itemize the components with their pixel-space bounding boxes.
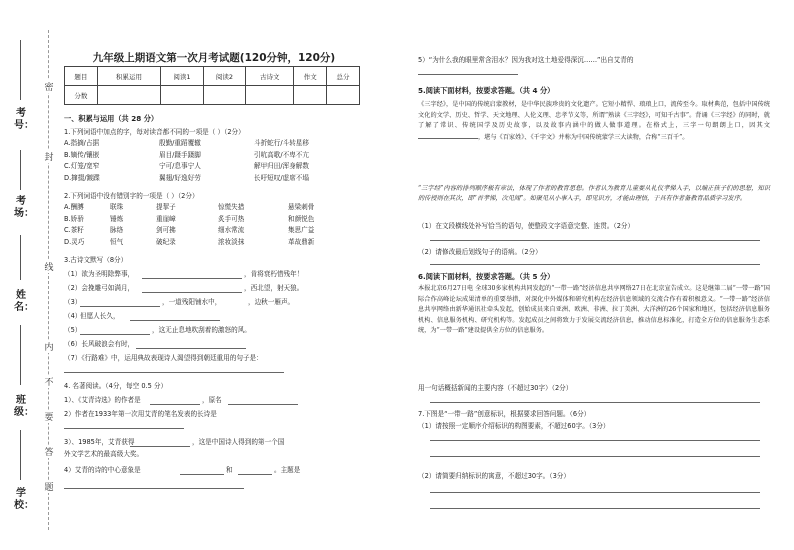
score-header-cell: 题目: [65, 67, 98, 86]
book-q3-tail: ，这是中国诗人得到的第一个国: [192, 438, 285, 446]
answer-blank[interactable]: [142, 278, 242, 279]
book-q4: 4）艾青的诗的中心意象是: [64, 466, 141, 474]
option: 解甲归田/浑身解数: [254, 162, 309, 170]
answer-blank[interactable]: [136, 348, 246, 349]
option: 恒气: [110, 237, 124, 246]
option: 联珠: [110, 203, 124, 211]
seal-char: 不: [44, 375, 54, 388]
option: 悬梁刺骨: [288, 203, 315, 211]
score-table: [64, 66, 360, 105]
answer-line[interactable]: [430, 492, 760, 493]
question-5-2: （2）请修改最后划线句子的语病。（2分）: [418, 248, 542, 256]
question-6: 用一句话概括新闻的主要内容（不超过30字）（2分）: [418, 384, 573, 392]
answer-blank[interactable]: [150, 404, 200, 405]
option: 引吭高歌/不卑不亢: [254, 150, 309, 159]
option: 锤炼: [110, 214, 124, 223]
question-4: 4. 名著阅读。（4分，每空 0.5 分）: [64, 382, 168, 390]
option: 细水常流: [218, 226, 245, 234]
score-input-cell[interactable]: [97, 86, 160, 105]
blank-rule: [20, 40, 22, 100]
answer-blank[interactable]: [238, 474, 272, 475]
answer-blank[interactable]: [418, 132, 478, 139]
question-6-heading: 6.阅读下面材料，按要求答题。（共 5 分）: [418, 272, 555, 281]
score-header-cell: 古诗文: [246, 67, 294, 86]
name-label: 姓名：: [14, 290, 34, 313]
book-q3-cont: 外文学艺术的最高级大奖。: [64, 450, 144, 458]
poem-line-4-tail: 但愿人长久，: [80, 312, 120, 320]
score-input-cell[interactable]: [203, 86, 246, 105]
exam-room-label: 考场：: [14, 196, 34, 219]
score-header-cell: 阅读1: [161, 67, 204, 86]
poem-line-7: （7）《行路难》中，运用典故表现诗人渴望得到朝廷重用的句子是：: [64, 354, 263, 362]
answer-blank[interactable]: [64, 488, 244, 489]
book-q1: 1）、《艾青诗选》的作者是: [64, 396, 141, 404]
poem-line-1: （1）欲为圣明除弊事，: [64, 270, 135, 278]
option: C.茶籽: [64, 226, 84, 234]
question-2-options: [64, 202, 354, 248]
question-1-options: [64, 138, 354, 184]
option: 提挈子: [156, 203, 176, 211]
answer-line[interactable]: [430, 402, 760, 403]
option: 重崖嶂: [156, 214, 176, 223]
option: A.酬膊: [64, 203, 84, 211]
option: 和颜悦色: [288, 214, 315, 223]
score-row-label: 分数: [65, 86, 98, 105]
exam-title: 九年级上期语文第一次月考试题(120分钟，120分): [92, 52, 336, 64]
question-1: 1.下列词语中加点的字，每对读音都不同的一项是（ ）（2分）: [64, 128, 245, 136]
seal-char: 答: [44, 445, 54, 458]
class-label: 班级：: [14, 395, 34, 418]
poem-line-3-end: ，边秋一雁声。: [248, 298, 295, 306]
option: 炙手可热: [218, 214, 245, 223]
answer-blank[interactable]: [64, 372, 284, 373]
book-q4-mid: 和: [226, 466, 233, 474]
score-header-cell: 积累运用: [97, 67, 160, 86]
option: 长吁短叹/虚席不塌: [254, 173, 309, 182]
seal-char: 内: [44, 340, 54, 353]
question-3: 3.古诗文默写（8分）: [64, 256, 128, 264]
question-5-1: （1）在文段横线处补写恰当的语句，使整段文字语意完整、连贯。（2分）: [418, 222, 635, 230]
option: D.撺掇/踱蹀: [64, 173, 100, 182]
option: 破纪录: [156, 237, 176, 246]
poem-line-3-mid: ，一道残阳铺水中，: [162, 298, 222, 306]
seal-char: 要: [44, 410, 54, 423]
question-7-1: （1）请按照一定顺序介绍标识的构图要素，不超过60字。（3分）: [418, 422, 610, 430]
book-q4-end: 。主题是: [274, 466, 301, 474]
option: 革故鼎新: [288, 237, 315, 246]
seal-char: 题: [44, 480, 54, 493]
poem-line-1-tail: ，肯将衰朽惜残年！: [244, 270, 304, 278]
passage-5: [418, 100, 770, 143]
book-q2: 2）作者在1933年第一次用艾青的笔名发表的长诗是: [64, 410, 217, 418]
question-2: 2.下列词语中没有错别字的一项是（ ）（2分）: [64, 192, 199, 200]
score-input-cell[interactable]: [161, 86, 204, 105]
answer-blank[interactable]: [142, 292, 242, 293]
seal-char: 密: [44, 80, 54, 93]
answer-blank[interactable]: [80, 334, 150, 335]
option: 殷勤/重蹈覆辙: [159, 139, 201, 147]
binding-strip: [0, 0, 56, 550]
score-header-row: [65, 67, 360, 86]
poem-line-3: （3）: [64, 298, 82, 306]
answer-blank[interactable]: [418, 74, 518, 75]
seal-char: 封: [44, 150, 54, 163]
score-header-cell: 作文: [294, 67, 327, 86]
book-q3: 3）、1985年，艾青获得: [64, 438, 135, 446]
answer-line[interactable]: [430, 440, 760, 441]
option: D.灵巧: [64, 237, 85, 246]
book-q5: 5）“为什么我的眼里常含泪水？因为我对这土地爱得深沉……”出自艾青的: [418, 56, 634, 64]
option: 剑可拂: [156, 226, 176, 234]
option: C.灯笼/宽窄: [64, 162, 100, 170]
answer-line[interactable]: [430, 456, 760, 457]
score-input-cell[interactable]: [327, 86, 360, 105]
blank-rule: [20, 430, 22, 480]
question-7-heading: 7.下图是“一带一路”创意标识，根据要求回答问题。（6分）: [418, 410, 591, 418]
passage-5-tail: ，堪与《百家姓》、《千字文》并称为中国传统蒙学三大读物，合称“三百千”。: [478, 133, 689, 141]
answer-line[interactable]: [430, 240, 760, 241]
option: 翼翅/好逸好劳: [159, 173, 201, 182]
answer-line[interactable]: [430, 264, 760, 265]
question-5-heading: 5.阅读下面材料，按要求答题。（共 4 分）: [418, 86, 555, 95]
exam-number-label: 考号：: [14, 108, 34, 131]
option: 集思广益: [288, 226, 315, 234]
poem-line-5: （5）: [64, 326, 82, 334]
score-value-row: [65, 86, 360, 105]
answer-blank[interactable]: [130, 446, 190, 447]
poem-line-4: （4）: [64, 312, 82, 320]
blank-rule: [20, 235, 22, 280]
option: B.嫡传/镶嵌: [64, 150, 100, 159]
answer-blank[interactable]: [130, 320, 220, 321]
poem-line-2: （2）会挽雕弓如满月，: [64, 284, 135, 292]
option: 斗折蛇行/斗转星移: [254, 139, 309, 147]
section-1-heading: 一、积累与运用（共 28 分）: [64, 114, 159, 123]
poem-line-5-tail: ，这无止息地吹刮着的激怒的风。: [152, 326, 251, 334]
answer-blank[interactable]: [180, 474, 224, 475]
passage-5-underlined: “三字经”内容的排列顺序极有章法，体现了作者的教育思想。作者认为教育儿童要从礼仪孝悌入手，以端正孩子们的思想，知识的传授则在其次，即“首孝悌，次见闻”。如聚见从小事入手，即见识方，才能由理悟，于具有作者备教育品质学习发序。: [418, 185, 770, 202]
blank-rule: [20, 150, 22, 190]
book-q1-tail: ，原名: [202, 396, 222, 404]
school-label: 学校：: [14, 488, 34, 511]
question-7-2: （2）请简要归纳标识的寓意，不超过30字。（3分）: [418, 472, 570, 480]
passage-5-text: 《三字经》，是中国的传统启蒙教材，是中华民族珍贵的文化遗产。它短小精悍、琅琅上口，流传至今。取材典范，包括中国传统文化的文学、历史、哲学、天文地理、人伦义理、忠孝节义等，所谓“熟读《三字经》，可知千古事”。背诵《三字经》的同时，就了解了常识、传统国学及历史故事，以及故事内涵中的做人做事道理。在格式上，三字一句朗朗上口，因其文: [418, 101, 770, 130]
poem-line-2-tail: ，西北望，射天狼。: [244, 284, 304, 292]
passage-6: 本报北京6月27日电 全球30多家机构共同发起的“一带一路”经济信息共享网络27日在北京宣告成立。这是继第二届“一带一路”国际合作高峰论坛成果清单的重要举措，对深化中外媒体和研究机构在经济信息领域的交流合作有着积极意义。“一带一路”经济信息共享网络由新华通讯社牵头发起，创始成员来自亚洲、欧洲、非洲、拉丁美洲、大洋洲的26个国家和地区，包括经济信息服务机构、信息服务机构、研究机构等。发起成员之间将致力于发展交流经济信息，推动信息标准化，打造全方位的信息服务生态系统，为“一带一路”建设提供全方位的信息服务。: [418, 285, 770, 335]
option: 眉目/蹑手蹑脚: [159, 150, 201, 159]
option: 浓妆淡抹: [218, 237, 245, 246]
option: 宁可/息事宁人: [159, 162, 201, 170]
answer-blank[interactable]: [228, 404, 298, 405]
score-input-cell[interactable]: [246, 86, 294, 105]
answer-line[interactable]: [430, 508, 760, 509]
answer-blank[interactable]: [80, 306, 160, 307]
score-header-cell: 阅读2: [203, 67, 246, 86]
seal-char: 线: [44, 260, 54, 273]
poem-line-6: （6）长风破浪会有时，: [64, 340, 135, 348]
blank-rule: [20, 325, 22, 385]
score-header-cell: 总分: [327, 67, 360, 86]
option: 脉络: [110, 226, 124, 234]
option: A.指摘/占据: [64, 139, 100, 147]
score-input-cell[interactable]: [294, 86, 327, 105]
option: B.娇骄: [64, 214, 84, 223]
option: 惊慌失措: [218, 203, 245, 211]
answer-blank[interactable]: [64, 428, 184, 429]
